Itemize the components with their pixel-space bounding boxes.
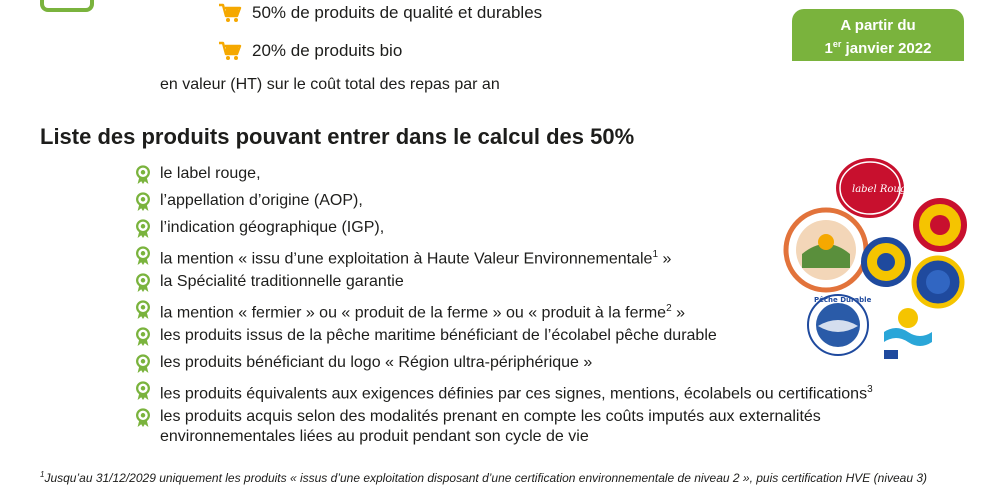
list-item: les produits équivalents aux exigences définies par ces signes, mentions, écolabels ou certifications$^3$ (134, 380, 894, 407)
rosette-icon (134, 354, 154, 380)
list-item: la mention « fermier » ou « produit de la ferme » ou « produit à la ferme$^2$ » (134, 299, 894, 326)
intro-text: en valeur (HT) sur le coût total des repas par an (160, 76, 500, 93)
igp-logo (864, 240, 908, 284)
date-badge (792, 9, 964, 61)
list-item: les produits issus de la pêche maritime bénéficiant de l’écolabel pêche durable (134, 326, 894, 353)
corner-decoration (40, 0, 94, 12)
list-item: l’indication géographique (IGP), (134, 218, 894, 245)
svg-text:Pêche Durable: Pêche Durable (814, 296, 872, 304)
list-item: l’appellation d’origine (AOP), (134, 191, 894, 218)
quality-target-row (218, 2, 542, 24)
list-item: les produits acquis selon des modalités prenant en compte les coûts imputés aux externalités environnementales liées au produit pendant son cycle de vie (134, 407, 894, 447)
list-item: la mention « issu d’une exploitation à Haute Valeur Environnementale$^1$ » (134, 245, 894, 272)
svg-text:label Rouge: label Rouge (852, 184, 913, 195)
rup-logo (884, 308, 932, 359)
bio-target-row (218, 40, 402, 62)
rosette-icon (134, 327, 154, 353)
aop-logo (916, 201, 964, 249)
bio-target-text: 20% de produits bio (252, 41, 403, 60)
cart-icon (218, 40, 242, 62)
rosette-icon (134, 381, 154, 407)
rosette-icon (134, 192, 154, 218)
stg-logo (914, 258, 962, 306)
rosette-icon (134, 300, 154, 326)
rosette-icon (134, 246, 154, 272)
label-rouge-logo (836, 158, 912, 218)
quality-target-text: 50% de produits de qualité et durables (252, 3, 543, 22)
rosette-icon (134, 273, 154, 299)
peche-durable-logo (808, 295, 872, 355)
list-item: les produits bénéficiant du logo « Région ultra-périphérique » (134, 353, 894, 380)
list-item: la Spécialité traditionnelle garantie (134, 272, 894, 299)
badge-line2: 1er janvier 2022 (824, 39, 932, 57)
list-item: le label rouge, (134, 164, 894, 191)
badge-line1: A partir du (840, 17, 916, 34)
section-title: Liste des produits pouvant entrer dans le calcul des 50% (40, 124, 635, 149)
quality-labels-group (780, 150, 980, 365)
footnote: $^1$Jusqu’au 31/12/2029 uniquement les produits « issus d’une exploitation disposant d’une certification environnementale de niveau 2 », puis certification HVE (niveau 3) (40, 470, 928, 485)
hve-logo (786, 210, 866, 290)
rosette-icon (134, 219, 154, 245)
rosette-icon (134, 165, 154, 191)
cart-icon (218, 2, 242, 24)
